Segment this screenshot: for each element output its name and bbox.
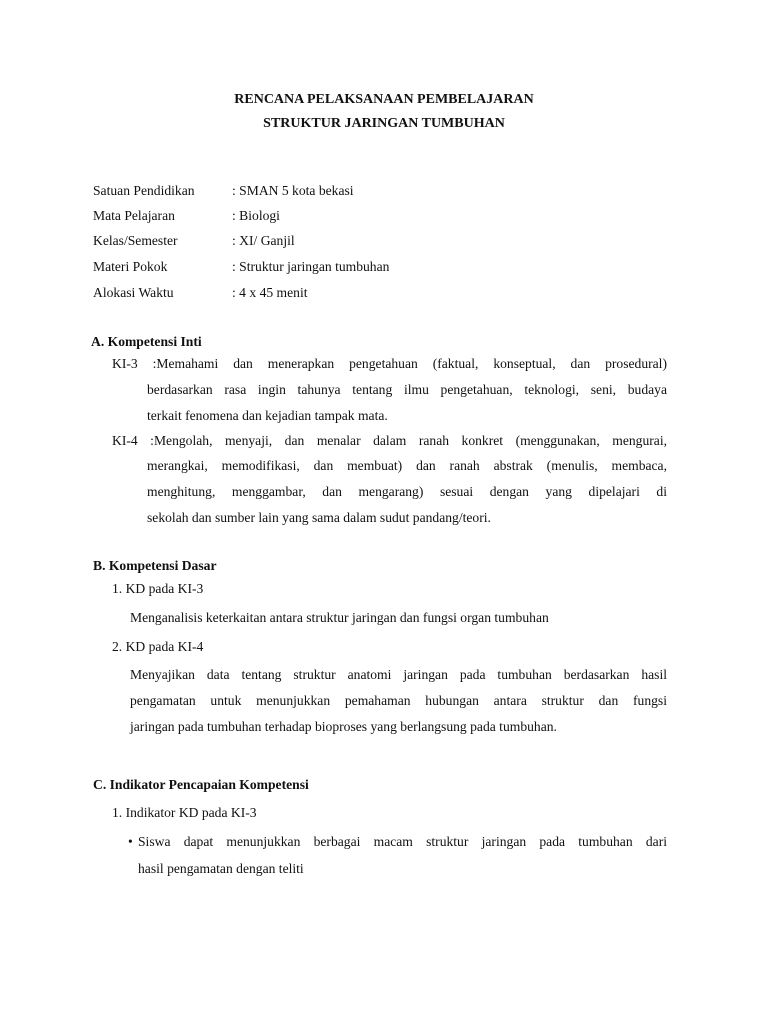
ki3-line-2: berdasarkan rasa ingin tahunya tentang ilmu pengetahuan, teknologi, seni, budaya bbox=[147, 382, 667, 397]
section-b-heading: B. Kompetensi Dasar bbox=[93, 558, 217, 573]
ki3-line-1: KI-3 :Memahami dan menerapkan pengetahuan (faktual, konseptual, dan prosedural) bbox=[112, 356, 667, 371]
bullet-icon: • bbox=[128, 834, 133, 849]
info-label-materi: Materi Pokok bbox=[93, 259, 168, 274]
ki4-line-4: sekolah dan sumber lain yang sama dalam sudut pandang/teori. bbox=[147, 510, 491, 525]
kd4-label: 2. KD pada KI-4 bbox=[112, 639, 204, 654]
kd4-line-1: Menyajikan data tentang struktur anatomi jaringan pada tumbuhan berdasarkan hasil bbox=[130, 667, 667, 682]
kd3-label: 1. KD pada KI-3 bbox=[112, 581, 204, 596]
ki3-line-3: terkait fenomena dan kejadian tampak mata. bbox=[147, 408, 388, 423]
section-c-heading: C. Indikator Pencapaian Kompetensi bbox=[93, 777, 309, 792]
indicator-1-bullet-line-1: Siswa dapat menunjukkan berbagai macam struktur jaringan pada tumbuhan dari bbox=[138, 834, 667, 849]
indicator-1-label: 1. Indikator KD pada KI-3 bbox=[112, 805, 257, 820]
info-value-kelas: : XI/ Ganjil bbox=[232, 233, 295, 248]
info-value-satuan: : SMAN 5 kota bekasi bbox=[232, 183, 354, 198]
info-value-mapel: : Biologi bbox=[232, 208, 280, 223]
info-value-materi: : Struktur jaringan tumbuhan bbox=[232, 259, 390, 274]
info-label-satuan: Satuan Pendidikan bbox=[93, 183, 195, 198]
ki4-line-2: merangkai, memodifikasi, dan membuat) dan ranah abstrak (menulis, membaca, bbox=[147, 458, 667, 473]
info-label-alokasi: Alokasi Waktu bbox=[93, 285, 174, 300]
kd3-text: Menganalisis keterkaitan antara struktur jaringan dan fungsi organ tumbuhan bbox=[130, 610, 549, 625]
info-label-kelas: Kelas/Semester bbox=[93, 233, 178, 248]
ki4-line-3: menghitung, menggambar, dan mengarang) sesuai dengan yang dipelajari di bbox=[147, 484, 667, 499]
kd4-line-3: jaringan pada tumbuhan terhadap bioproses yang berlangsung pada tumbuhan. bbox=[130, 719, 557, 734]
info-label-mapel: Mata Pelajaran bbox=[93, 208, 175, 223]
kd4-line-2: pengamatan untuk menunjukkan pemahaman hubungan antara struktur dan fungsi bbox=[130, 693, 667, 708]
document-title: RENCANA PELAKSANAAN PEMBELAJARAN bbox=[234, 92, 534, 107]
section-a-heading: A. Kompetensi Inti bbox=[91, 334, 202, 349]
info-value-alokasi: : 4 x 45 menit bbox=[232, 285, 308, 300]
document-subtitle: STRUKTUR JARINGAN TUMBUHAN bbox=[263, 116, 505, 131]
ki4-line-1: KI-4 :Mengolah, menyaji, dan menalar dalam ranah konkret (menggunakan, mengurai, bbox=[112, 433, 667, 448]
indicator-1-bullet-line-2: hasil pengamatan dengan teliti bbox=[138, 861, 304, 876]
